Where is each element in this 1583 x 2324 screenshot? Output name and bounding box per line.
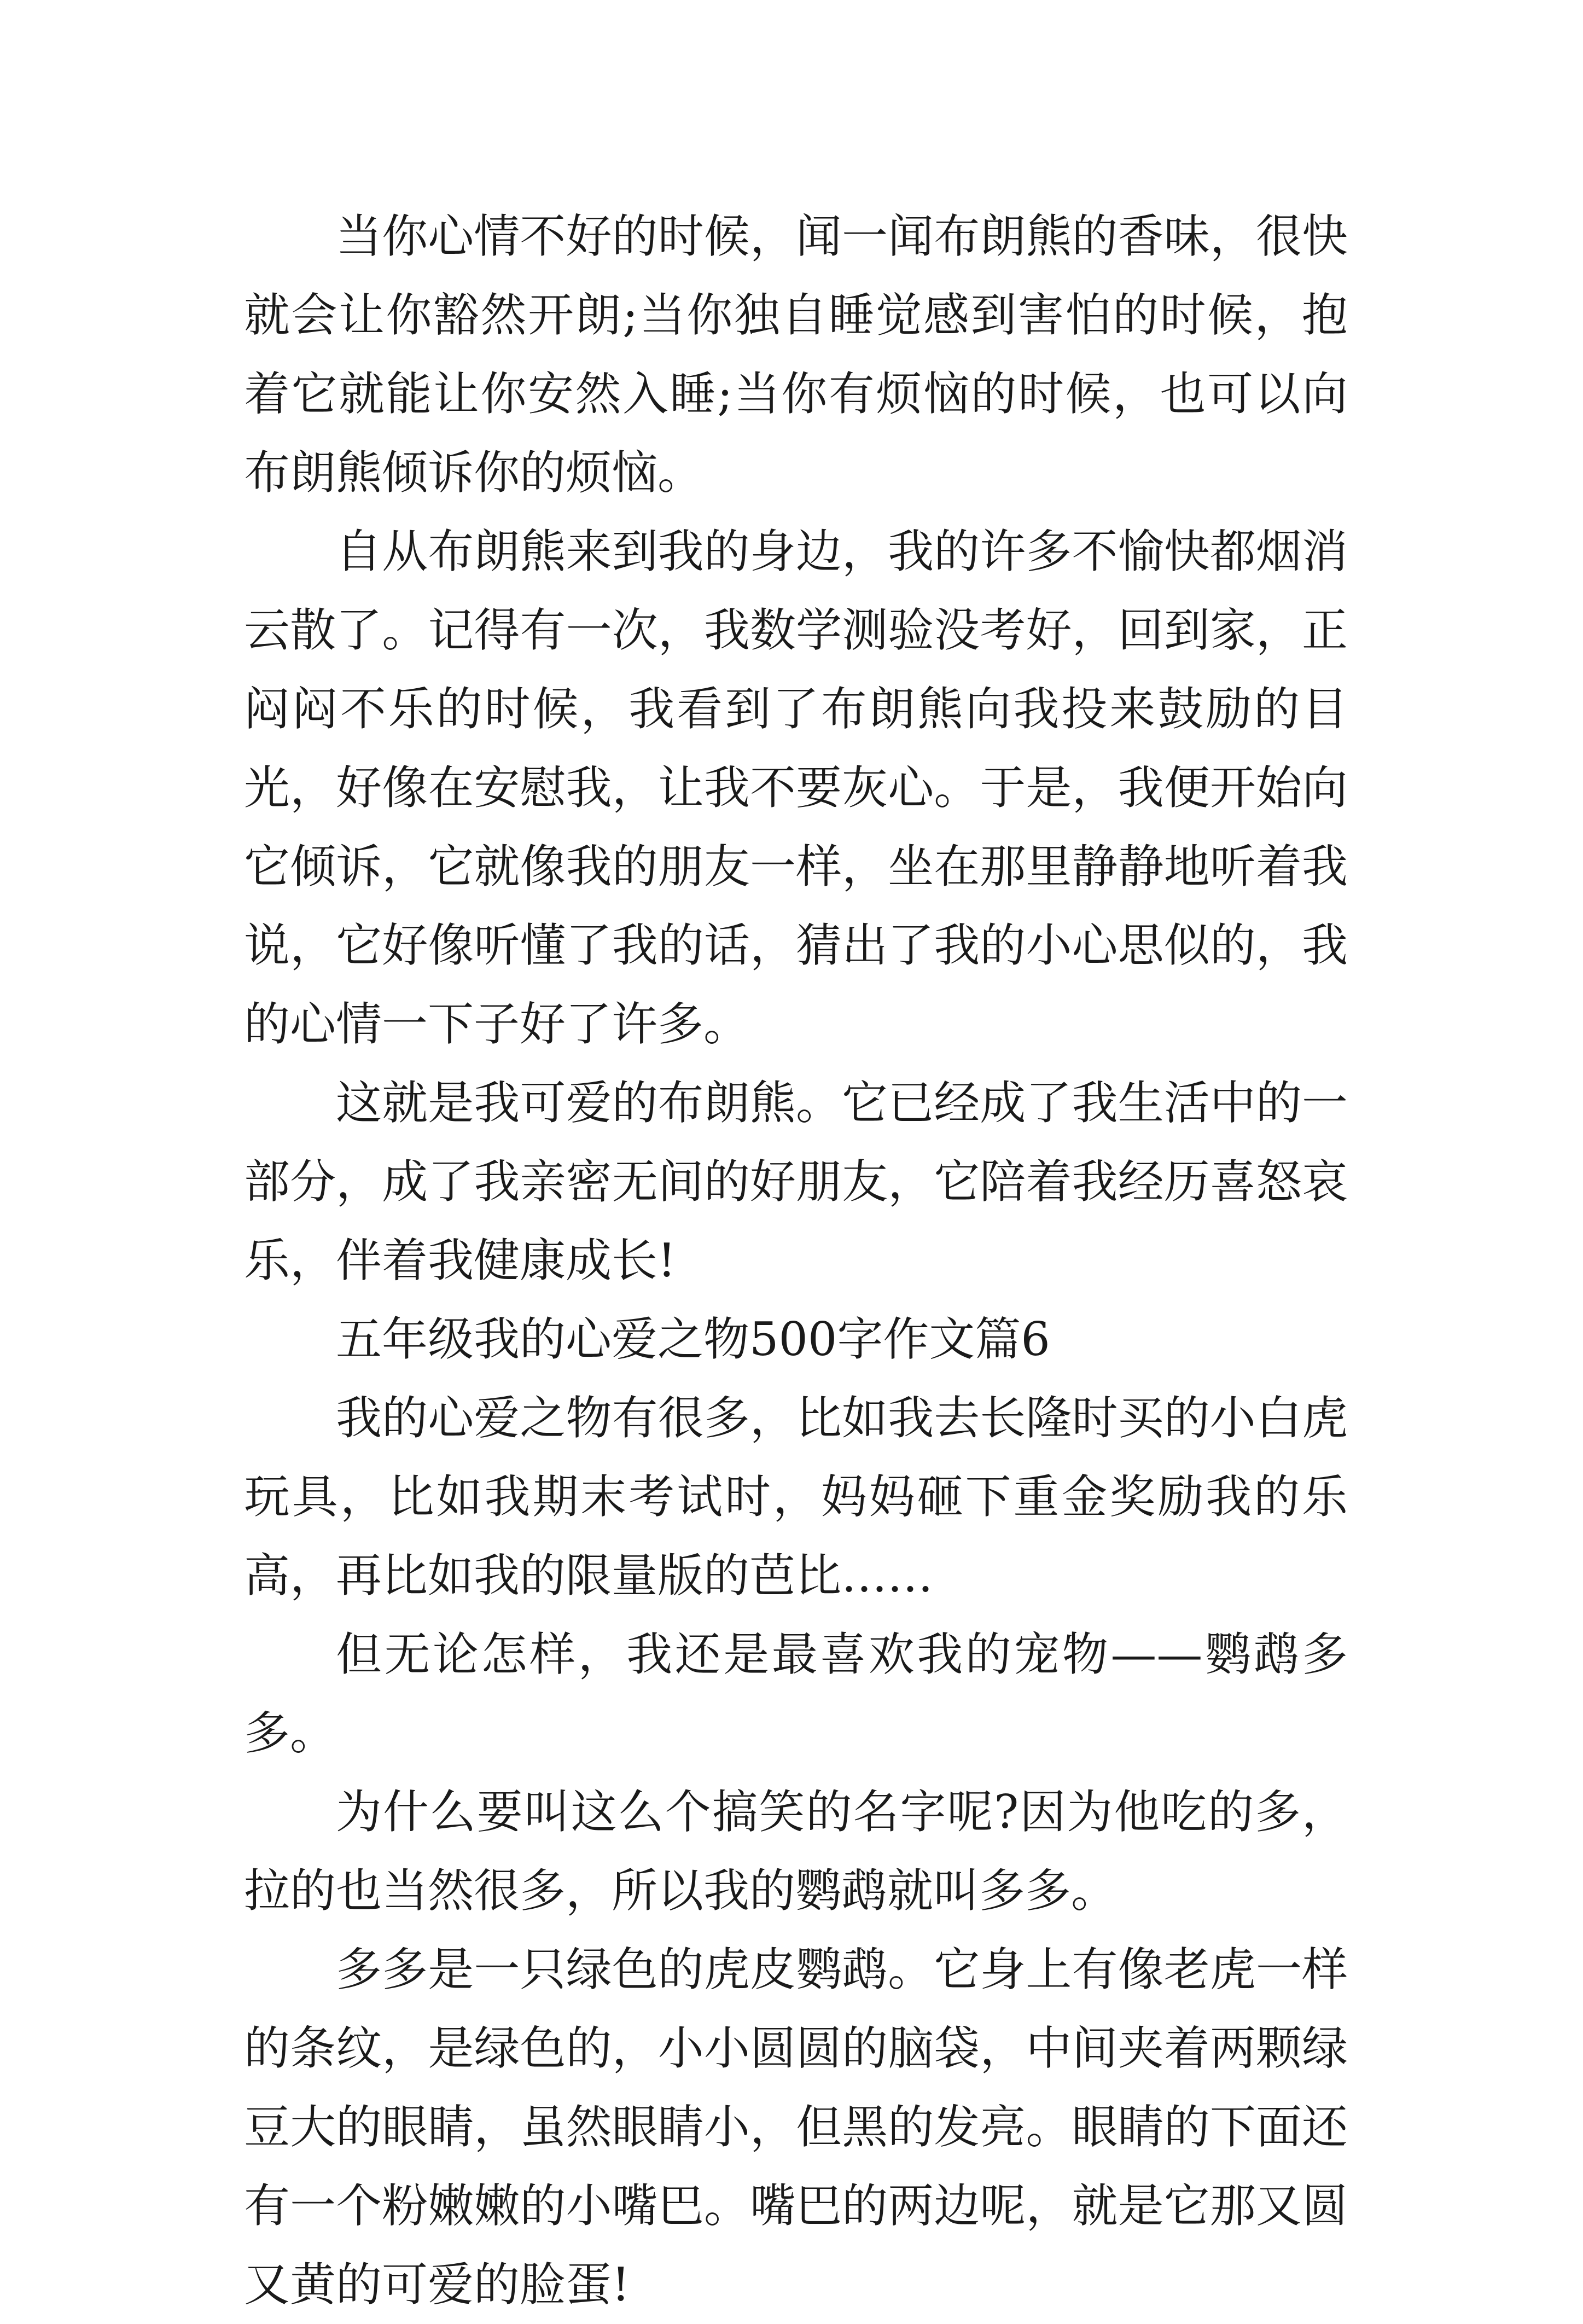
paragraph: 这就是我可爱的布朗熊。它已经成了我生活中的一部分，成了我亲密无间的好朋友，它陪着我经历喜怒哀乐，伴着我健康成长!	[244, 1076, 1348, 1287]
document-body	[244, 197, 1348, 2324]
paragraph: 自从布朗熊来到我的身边，我的许多不愉快都烟消云散了。记得有一次，我数学测验没考好，回到家，正闷闷不乐的时候，我看到了布朗熊向我投来鼓励的目光，好像在安慰我，让我不要灰心。于是，我便开始向它倾诉，它就像我的朋友一样，坐在那里静静地听着我说，它好像听懂了我的话，猜出了我的小心思似的，我的心情一下子好了许多。	[244, 525, 1348, 1051]
paragraph: 当你心情不好的时候，闻一闻布朗熊的香味，很快就会让你豁然开朗;当你独自睡觉感到害怕的时候，抱着它就能让你安然入睡;当你有烦恼的时候，也可以向布朗熊倾诉你的烦恼。	[244, 210, 1348, 499]
paragraph: 多多是一只绿色的虎皮鹦鹉。它身上有像老虎一样的条纹，是绿色的，小小圆圆的脑袋，中间夹着两颗绿豆大的眼睛，虽然眼睛小，但黑的发亮。眼睛的下面还有一个粉嫩嫩的小嘴巴。嘴巴的两边呢，就是它那又圆又黄的可爱的脸蛋!	[244, 1943, 1348, 2311]
paragraph: 但无论怎样，我还是最喜欢我的宠物——鹦鹉多多。	[244, 1628, 1348, 1760]
section-heading: 五年级我的心爱之物500字作文篇6	[336, 1312, 1050, 1366]
paragraph: 为什么要叫这么个搞笑的名字呢?因为他吃的多，拉的也当然很多，所以我的鹦鹉就叫多多。	[244, 1785, 1348, 1918]
paragraph: 我的心爱之物有很多，比如我去长隆时买的小白虎玩具，比如我期末考试时，妈妈砸下重金奖励我的乐高，再比如我的限量版的芭比……	[244, 1391, 1348, 1602]
